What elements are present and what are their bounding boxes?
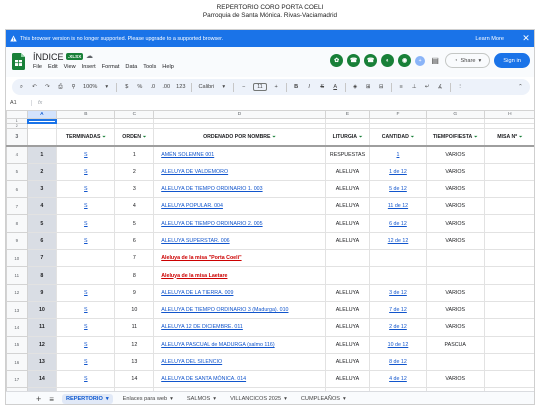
row-number[interactable]: 15 (7, 336, 28, 353)
decrease-decimal-button[interactable]: .0 (150, 84, 156, 90)
table-cell-tiempo[interactable]: VARIOS (426, 232, 484, 249)
toolbar-divider (116, 83, 117, 92)
table-cell-index[interactable]: 14 (27, 371, 57, 388)
warning-icon (6, 35, 20, 42)
chevron-down-icon: ▾ (222, 84, 226, 90)
formatting-toolbar (12, 79, 530, 95)
table-cell[interactable] (27, 129, 57, 146)
song-link[interactable]: ALELUYA DE LA TIERRA. 009 (154, 284, 326, 301)
table-row (7, 371, 536, 388)
table-cell-misa[interactable] (484, 215, 535, 232)
table-row (7, 146, 536, 163)
table-row (7, 319, 536, 336)
sheet-tab-label: CUMPLEAÑOS (300, 396, 341, 402)
table-cell-liturgia[interactable]: ALELUYA (325, 336, 369, 353)
menu-data[interactable]: Data (125, 64, 138, 70)
table-cell-orden[interactable]: 5 (115, 215, 154, 232)
sheets-logo-icon (12, 53, 25, 70)
table-row (7, 284, 536, 301)
song-link[interactable]: ALELUYA DE VALDEMORO (154, 163, 326, 180)
header-label: TIEMPO/FIESTA (432, 133, 473, 140)
table-cell-orden[interactable]: 13 (115, 353, 154, 370)
filter-icon[interactable]: ⏷ (474, 133, 478, 139)
song-link[interactable]: ALELUYA DE TIEMPO ORDINARIO 1. 003 (154, 180, 326, 197)
table-cell-terminadas[interactable]: S (57, 284, 115, 301)
row-number[interactable]: 2 (7, 124, 28, 129)
toolbar-divider (450, 83, 451, 92)
sign-in-button[interactable]: Sign in (494, 53, 530, 68)
bold-icon[interactable]: B (294, 84, 299, 90)
collaborator-phone-icon[interactable]: ☎ (347, 54, 360, 67)
table-cell-index[interactable]: 6 (27, 232, 57, 249)
header-tiempo[interactable] (426, 129, 484, 146)
table-cell-terminadas[interactable]: S (57, 198, 115, 215)
table-cell-terminadas[interactable]: S (57, 180, 115, 197)
table-cell-terminadas[interactable]: S (57, 319, 115, 336)
table-row (7, 301, 536, 318)
table-cell-liturgia[interactable]: ALELUYA (325, 198, 369, 215)
song-link[interactable]: ALELUYA DE SANTA MÓNICA. 014 (154, 371, 326, 388)
learn-more-link[interactable]: Learn More (475, 35, 504, 42)
cloud-status-icon[interactable]: ☁ (86, 53, 93, 60)
horizontal-align-icon[interactable]: ≡ (399, 84, 403, 90)
font-size-increase-icon[interactable]: + (274, 84, 278, 90)
chevron-down-icon[interactable]: ▾ (170, 396, 173, 402)
row-number[interactable]: 3 (7, 129, 28, 146)
spreadsheet-grid[interactable] (6, 110, 535, 391)
toolbar-divider (345, 83, 346, 92)
table-cell-orden[interactable]: 4 (115, 198, 154, 215)
undo-icon[interactable]: ↶ (32, 84, 37, 90)
table-cell-tiempo[interactable] (426, 267, 484, 284)
table-cell-cantidad[interactable]: 1 (370, 146, 427, 163)
song-link[interactable]: ALELUYA DE TIEMPO ORDINARIO 2. 005 (154, 215, 326, 232)
row-number[interactable]: 8 (7, 215, 28, 232)
sheet-tab[interactable] (297, 394, 350, 404)
table-row (7, 180, 536, 197)
table-cell-terminadas[interactable]: S (57, 336, 115, 353)
column-header-row (7, 111, 536, 119)
table-cell-cantidad[interactable]: 5 de 12 (370, 180, 427, 197)
song-link[interactable]: ALELUYA SUPERSTAR. 006 (154, 232, 326, 249)
table-cell-terminadas[interactable]: S (57, 163, 115, 180)
table-cell-terminadas[interactable]: S (57, 232, 115, 249)
sheets-window (5, 29, 535, 405)
unsupported-browser-banner (6, 30, 535, 47)
data-rows (7, 146, 536, 391)
table-cell-orden[interactable]: 7 (115, 250, 154, 267)
header-label: TERMINADAS (65, 133, 101, 140)
chevron-down-icon[interactable]: ▾ (343, 396, 346, 402)
table-cell-cantidad[interactable] (370, 267, 427, 284)
chevron-down-icon[interactable]: ▾ (284, 396, 287, 402)
table-cell-liturgia[interactable]: ALELUYA (325, 301, 369, 318)
merge-cells-icon[interactable]: ⊟ (378, 84, 384, 90)
chevron-down-icon: ▾ (105, 84, 109, 90)
italic-icon[interactable]: I (308, 84, 310, 90)
table-cell-cantidad[interactable]: 3 de 12 (370, 284, 427, 301)
document-title[interactable]: ÍNDICE (33, 52, 64, 62)
song-link[interactable]: AMÉN SOLEMNE 001 (154, 146, 326, 163)
table-cell-terminadas[interactable]: S (57, 215, 115, 232)
collaborator-eye-icon[interactable]: ◉ (398, 54, 411, 67)
collaborator-avatar-icon[interactable]: ✿ (330, 54, 343, 67)
xlsx-badge: .XLSX (68, 54, 82, 59)
paint-format-icon[interactable]: ⚲ (71, 84, 76, 90)
row-number[interactable]: 5 (7, 163, 28, 180)
menu-edit[interactable]: Edit (48, 64, 58, 70)
table-cell-tiempo[interactable]: VARIOS (426, 163, 484, 180)
print-icon[interactable]: ⎙ (58, 83, 63, 90)
song-link[interactable]: Aleluya de la misa Laetare (154, 267, 326, 284)
row-number[interactable]: 4 (7, 146, 28, 163)
banner-message: This browser version is no longer supported. Please upgrade to a supported browser. (20, 35, 224, 42)
column-header-e[interactable]: E (325, 111, 369, 119)
number-format-button[interactable]: 123 (176, 84, 186, 90)
zoom-select[interactable]: 100% (83, 84, 98, 90)
app-header (6, 47, 535, 77)
table-cell-cantidad[interactable]: 10 de 12 (370, 336, 427, 353)
column-header-h[interactable]: H (484, 111, 535, 119)
table-cell-orden[interactable]: 14 (115, 371, 154, 388)
table-cell-terminadas[interactable] (57, 267, 115, 284)
table-cell-index[interactable]: 1 (27, 146, 57, 163)
table-cell-terminadas[interactable]: S (57, 301, 115, 318)
row-number[interactable]: 7 (7, 198, 28, 215)
table-cell-cantidad[interactable]: 2 de 12 (370, 319, 427, 336)
redo-icon[interactable]: ↷ (45, 84, 50, 90)
strikethrough-icon[interactable]: S (320, 84, 325, 90)
add-sheet-icon[interactable]: + (36, 394, 42, 404)
header-label: LITURGIA (332, 133, 358, 140)
name-box[interactable]: A1 (6, 100, 32, 106)
table-row (7, 198, 536, 215)
row-number[interactable]: 11 (7, 267, 28, 284)
column-header-d[interactable]: D (154, 111, 326, 119)
sheet-tab[interactable] (183, 394, 220, 404)
header-cantidad[interactable] (370, 129, 427, 146)
table-cell-misa[interactable] (484, 267, 535, 284)
menu-tools[interactable]: Tools (143, 64, 157, 70)
table-cell-liturgia[interactable]: ALELUYA (325, 232, 369, 249)
table-cell-misa[interactable] (484, 146, 535, 163)
fx-icon: fx (38, 100, 43, 106)
share-label: Share (460, 57, 476, 64)
row-number[interactable]: 13 (7, 301, 28, 318)
row-number[interactable]: 14 (7, 319, 28, 336)
table-cell-misa[interactable] (484, 319, 535, 336)
text-color-icon[interactable]: A (333, 84, 338, 90)
table-cell-cantidad[interactable]: 12 de 12 (370, 232, 427, 249)
collaborator-phone-icon-2[interactable]: ☎ (364, 54, 377, 67)
share-button[interactable] (445, 53, 490, 68)
table-cell-cantidad[interactable]: 4 de 12 (370, 371, 427, 388)
table-cell-tiempo[interactable]: PASCUA (426, 336, 484, 353)
increase-decimal-button[interactable]: .00 (162, 84, 171, 90)
header-orden[interactable] (115, 129, 154, 146)
table-cell-cantidad[interactable]: 1 de 12 (370, 163, 427, 180)
table-cell-misa[interactable] (484, 250, 535, 267)
table-cell-orden[interactable]: 12 (115, 336, 154, 353)
font-size-input[interactable]: 11 (253, 83, 266, 91)
table-row (7, 267, 536, 284)
borders-icon[interactable]: ⊞ (365, 84, 371, 90)
table-row (7, 232, 536, 249)
table-cell-orden[interactable]: 10 (115, 301, 154, 318)
table-cell-liturgia[interactable]: ALELUYA (325, 353, 369, 370)
chevron-down-icon[interactable]: ▾ (105, 396, 109, 402)
search-menus-icon[interactable]: ⌕ (19, 83, 24, 90)
all-sheets-icon[interactable]: ≡ (49, 394, 54, 404)
filter-icon[interactable]: ⏷ (143, 133, 147, 139)
row-number[interactable]: 16 (7, 353, 28, 370)
select-all-corner[interactable] (7, 111, 28, 119)
table-row (7, 250, 536, 267)
table-cell-terminadas[interactable] (57, 250, 115, 267)
song-link[interactable]: Aleluya de la misa "Porta Coeli" (154, 250, 326, 267)
more-options-icon[interactable]: ⋮ (457, 84, 463, 90)
table-cell-orden[interactable]: 1 (115, 146, 154, 163)
table-cell-liturgia[interactable]: ALELUYA (325, 284, 369, 301)
table-cell-tiempo[interactable]: VARIOS (426, 198, 484, 215)
collaborator-chat-icon[interactable]: ◐ (381, 54, 394, 67)
column-header-c[interactable]: C (115, 111, 154, 119)
table-row (7, 163, 536, 180)
table-cell-liturgia[interactable]: ALELUYA (325, 371, 369, 388)
column-header-g[interactable]: G (426, 111, 484, 119)
sheet-tab-label: REPERTORIO (65, 396, 103, 402)
vertical-align-icon[interactable]: ⊥ (411, 84, 417, 90)
header-row (7, 129, 536, 146)
row-number[interactable]: 10 (7, 250, 28, 267)
lock-icon: ◔ (454, 57, 458, 64)
table-cell-tiempo[interactable] (426, 250, 484, 267)
table-cell-liturgia[interactable]: ALELUYA (325, 319, 369, 336)
table-cell-cantidad[interactable]: 11 de 12 (370, 198, 427, 215)
table-row (7, 336, 536, 353)
table-cell-misa[interactable] (484, 371, 535, 388)
menu-insert[interactable]: Insert (81, 64, 96, 70)
header-label: MISA Nº (497, 133, 518, 140)
table-cell-misa[interactable] (484, 198, 535, 215)
currency-format-button[interactable]: $ (125, 84, 129, 90)
table-cell-orden[interactable]: 8 (115, 267, 154, 284)
table-row (7, 215, 536, 232)
menu-bar (33, 64, 174, 70)
title-line-1: REPERTORIO CORO PORTA COELI (216, 4, 324, 11)
song-link[interactable]: ALELUYA 12 DE DICIEMBRE. 011 (154, 319, 326, 336)
table-cell-tiempo[interactable]: VARIOS (426, 371, 484, 388)
table-cell-misa[interactable] (484, 284, 535, 301)
sheet-tab[interactable] (62, 394, 113, 404)
header-misa[interactable] (484, 129, 535, 146)
sheet-tabs (62, 394, 350, 404)
filter-icon[interactable]: ⏷ (519, 133, 523, 139)
table-cell-tiempo[interactable]: VARIOS (426, 146, 484, 163)
menu-view[interactable]: View (63, 64, 76, 70)
collapse-toolbar-icon[interactable]: ⌃ (518, 84, 523, 90)
header-ordenado[interactable] (154, 129, 326, 146)
table-row (7, 353, 536, 370)
font-size-decrease-icon[interactable]: − (242, 84, 246, 90)
table-cell-terminadas[interactable]: S (57, 353, 115, 370)
column-header-a[interactable]: A (27, 111, 57, 119)
table-cell-misa[interactable] (484, 232, 535, 249)
menu-help[interactable]: Help (162, 64, 174, 70)
toolbar-divider (191, 83, 192, 92)
song-link[interactable]: ALELUYA DE TIEMPO ORDINARIO 3 (Madurga). 010 (154, 301, 326, 318)
filter-icon[interactable]: ⏷ (410, 133, 415, 139)
table-cell-orden[interactable]: 6 (115, 232, 154, 249)
table-cell-misa[interactable] (484, 180, 535, 197)
sheet-tab[interactable] (119, 394, 177, 404)
table-cell-orden[interactable]: 11 (115, 319, 154, 336)
filter-icon[interactable]: ⏷ (102, 133, 106, 139)
row-number[interactable]: 6 (7, 180, 28, 197)
table-cell-index[interactable]: 8 (27, 267, 57, 284)
title-line-2: Parroquia de Santa Mónica. Rivas-Vaciamadrid (202, 12, 338, 19)
table-cell-cantidad[interactable]: 8 de 12 (370, 353, 427, 370)
row-number[interactable]: 12 (7, 284, 28, 301)
table-cell-index[interactable]: 13 (27, 353, 57, 370)
table-cell-index[interactable]: 10 (27, 301, 57, 318)
table-cell-index[interactable]: 7 (27, 250, 57, 267)
filter-icon[interactable]: ⏷ (272, 133, 276, 139)
table-cell-terminadas[interactable]: S (57, 146, 115, 163)
table-cell-misa[interactable] (484, 301, 535, 318)
table-cell-terminadas[interactable]: S (57, 371, 115, 388)
column-header-b[interactable]: B (57, 111, 115, 119)
sheet-tab-label: SALMOS (186, 396, 211, 402)
text-rotation-icon[interactable]: ∡ (437, 84, 443, 90)
sheet-tab-label: Enlaces para web (122, 396, 168, 402)
table-cell-index[interactable]: 3 (27, 180, 57, 197)
header-terminadas[interactable] (57, 129, 115, 146)
table-cell-misa[interactable] (484, 163, 535, 180)
sheet-tab-bar (6, 391, 535, 405)
formula-bar (6, 97, 535, 109)
table-cell-tiempo[interactable] (426, 353, 484, 370)
toolbar-divider (233, 83, 234, 92)
table-cell-index[interactable]: 5 (27, 215, 57, 232)
chevron-down-icon: ▾ (478, 57, 482, 64)
table-cell-cantidad[interactable] (370, 250, 427, 267)
chevron-down-icon[interactable]: ▾ (213, 396, 217, 402)
table-cell-liturgia[interactable] (325, 250, 369, 267)
table-cell-misa[interactable] (484, 353, 535, 370)
sheet-tab-label: VILLANCICOS 2025 (230, 396, 282, 402)
table-cell-index[interactable]: 12 (27, 336, 57, 353)
row-number[interactable]: 9 (7, 232, 28, 249)
header-liturgia[interactable] (325, 129, 369, 146)
table-cell-tiempo[interactable]: VARIOS (426, 319, 484, 336)
table-cell-tiempo[interactable]: VARIOS (426, 215, 484, 232)
header-label: CANTIDAD (381, 133, 409, 140)
table-cell-misa[interactable] (484, 336, 535, 353)
table-cell-orden[interactable]: 3 (115, 180, 154, 197)
comments-icon[interactable]: ▤ (431, 56, 439, 65)
table-cell-tiempo[interactable]: VARIOS (426, 301, 484, 318)
table-cell-liturgia[interactable]: RESPUESTAS (325, 146, 369, 163)
toolbar-divider (391, 83, 392, 92)
close-icon[interactable]: ✕ (522, 33, 530, 43)
song-link[interactable]: ALELUYA DEL SILENCIO (154, 353, 326, 370)
table-cell-index[interactable]: 9 (27, 284, 57, 301)
table-cell-cantidad[interactable]: 7 de 12 (370, 301, 427, 318)
table-cell-orden[interactable]: 2 (115, 163, 154, 180)
table-cell-liturgia[interactable] (325, 267, 369, 284)
header-label: ORDEN (122, 133, 142, 140)
table-cell-liturgia[interactable]: ALELUYA (325, 180, 369, 197)
sheet-tab[interactable] (226, 394, 291, 404)
table-cell-tiempo[interactable]: VARIOS (426, 180, 484, 197)
header-actions (330, 53, 530, 68)
table-cell-index[interactable]: 4 (27, 198, 57, 215)
table-cell-cantidad[interactable]: 6 de 12 (370, 215, 427, 232)
percent-format-button[interactable]: % (137, 84, 143, 90)
menu-file[interactable]: File (33, 64, 43, 70)
table-cell-index[interactable]: 11 (27, 319, 57, 336)
fill-color-icon[interactable]: ◈ (353, 84, 358, 90)
font-family-select[interactable]: Calibri (198, 84, 215, 90)
filter-icon[interactable]: ⏷ (359, 133, 363, 139)
table-cell-tiempo[interactable]: VARIOS (426, 284, 484, 301)
song-link[interactable]: ALELUYA POPULAR. 004 (154, 198, 326, 215)
row-number[interactable]: 17 (7, 371, 28, 388)
table-cell-liturgia[interactable]: ALELUYA (325, 215, 369, 232)
text-wrap-icon[interactable]: ↵ (424, 84, 430, 90)
table-cell-index[interactable]: 2 (27, 163, 57, 180)
column-header-f[interactable]: F (370, 111, 427, 119)
row-number[interactable]: 1 (7, 119, 28, 124)
song-link[interactable]: ALELUYA PASCUAL de MADURGA (salmo 116) (154, 336, 326, 353)
toolbar-divider (286, 83, 287, 92)
table-cell-liturgia[interactable]: ALELUYA (325, 163, 369, 180)
menu-format[interactable]: Format (101, 64, 120, 70)
header-label: ORDENADO POR NOMBRE (203, 133, 271, 140)
more-collaborators-icon[interactable]: + (415, 56, 425, 66)
table-cell-orden[interactable]: 9 (115, 284, 154, 301)
page-title (0, 4, 540, 20)
sheet-table (6, 110, 535, 391)
